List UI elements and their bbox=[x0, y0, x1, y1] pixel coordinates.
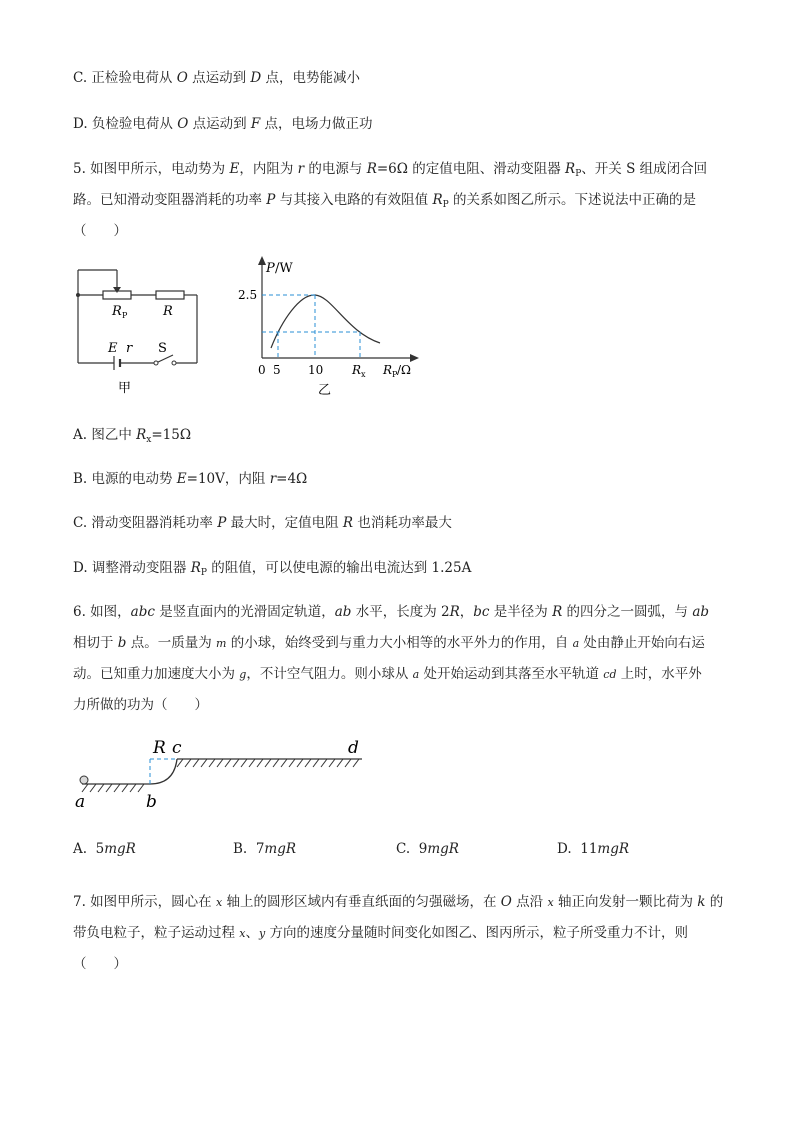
q5-figure-jia-circuit bbox=[70, 260, 210, 400]
q5-stem-line2: 路。已知滑动变阻器消耗的功率 P 与其接入电路的有效阻值 $R_P$ 的关系如图乙所示。下述说法中正确的是 bbox=[73, 192, 697, 210]
x-tick-10: 10 bbox=[308, 363, 324, 377]
q5-option-c: C. 滑动变阻器消耗功率 P 最大时，定值电阻 R 也消耗功率最大 bbox=[73, 515, 452, 531]
q5-stem-line1: 5. 如图甲所示，电动势为 E，内阻为 r 的电源与 R=6Ω 的定值电阻、滑动变阻器 $R_P$、开关 S 组成闭合回 bbox=[73, 161, 708, 179]
q6-stem-line1: 6. 如图，abc 是竖直面内的光滑固定轨道，ab 水平，长度为 2R，bc 是半径为 R 的四分之一圆弧，与 ab bbox=[73, 604, 710, 620]
label-r-internal: r bbox=[126, 341, 133, 356]
q6-stem-line2: 相切于 b 点。一质量为 m 的小球，始终受到与重力大小相等的水平外力的作用，自 a 处由静止开始向右运 bbox=[73, 635, 705, 651]
figure-caption-jia: 甲 bbox=[118, 381, 132, 396]
x-axis-label-sub: P bbox=[392, 370, 398, 379]
figure-caption-yi: 乙 bbox=[318, 383, 332, 398]
q7-stem-line1: 7. 如图甲所示，圆心在 x 轴上的圆形区域内有垂直纸面的匀强磁场，在 O 点沿 x 轴正向发射一颗比荷为 k 的 bbox=[73, 894, 724, 910]
y-tick-2-5: 2.5 bbox=[238, 288, 258, 302]
q5-option-b: B. 电源的电动势 E=10V，内阻 r=4Ω bbox=[73, 471, 308, 487]
q7-answer-blank: （ ） bbox=[73, 956, 127, 972]
r-resistor bbox=[156, 291, 184, 299]
label-rp: R bbox=[112, 304, 122, 319]
q6-stem-line3: 动。已知重力加速度大小为 g，不计空气阻力。则小球从 a 处开始运动到其落至水平轨道 cd 上时，水平外 bbox=[73, 666, 702, 682]
x-tick-5: 5 bbox=[273, 363, 281, 377]
label-e: E bbox=[108, 341, 118, 356]
label-r: R bbox=[153, 738, 166, 758]
y-axis-label-p: P bbox=[266, 261, 275, 276]
x-tick-0: 0 bbox=[258, 363, 266, 377]
q6-option-c: C. 9mgR bbox=[396, 841, 459, 857]
label-switch: S bbox=[158, 341, 167, 356]
q6-option-a: A. 5mgR bbox=[73, 841, 136, 857]
label-d: d bbox=[348, 738, 359, 758]
x-axis-label-r: R bbox=[383, 363, 393, 377]
label-r: R bbox=[163, 304, 173, 319]
track-hatching bbox=[82, 759, 359, 792]
q7-stem-line2: 带负电粒子，粒子运动过程 x、y 方向的速度分量随时间变化如图乙、图丙所示，粒子所受重力不计，则 bbox=[73, 925, 689, 941]
q6-option-b: B. 7mgR bbox=[233, 841, 297, 857]
x-axis-label-unit: /Ω bbox=[397, 363, 411, 377]
q6-figure-track bbox=[70, 732, 370, 812]
label-c: c bbox=[172, 738, 182, 758]
ball bbox=[80, 776, 88, 784]
q6-stem-line4: 力所做的功为（ ） bbox=[73, 697, 208, 713]
q4-option-c: C. 正检验电荷从 O 点运动到 D 点，电势能减小 bbox=[73, 70, 361, 86]
q5-figure-yi-graph bbox=[232, 252, 432, 402]
q5-option-d: D. 调整滑动变阻器 $R_P$ 的阻值，可以使电源的输出电流达到 1.25A bbox=[73, 560, 472, 578]
x-tick-rx-sub: x bbox=[361, 370, 366, 379]
q4-option-d: D. 负检验电荷从 O 点运动到 F 点，电场力做正功 bbox=[73, 116, 373, 132]
label-rp-sub: P bbox=[122, 311, 128, 320]
x-tick-rx: R bbox=[352, 363, 362, 377]
y-axis-label-unit: /W bbox=[275, 261, 293, 276]
q5-answer-blank: （ ） bbox=[73, 223, 127, 239]
q5-option-a: A. 图乙中 $R_x=15\Omega$ bbox=[73, 427, 192, 445]
label-a: a bbox=[75, 792, 86, 812]
q6-option-d: D. 11mgR bbox=[557, 841, 630, 857]
label-b: b bbox=[146, 792, 157, 812]
